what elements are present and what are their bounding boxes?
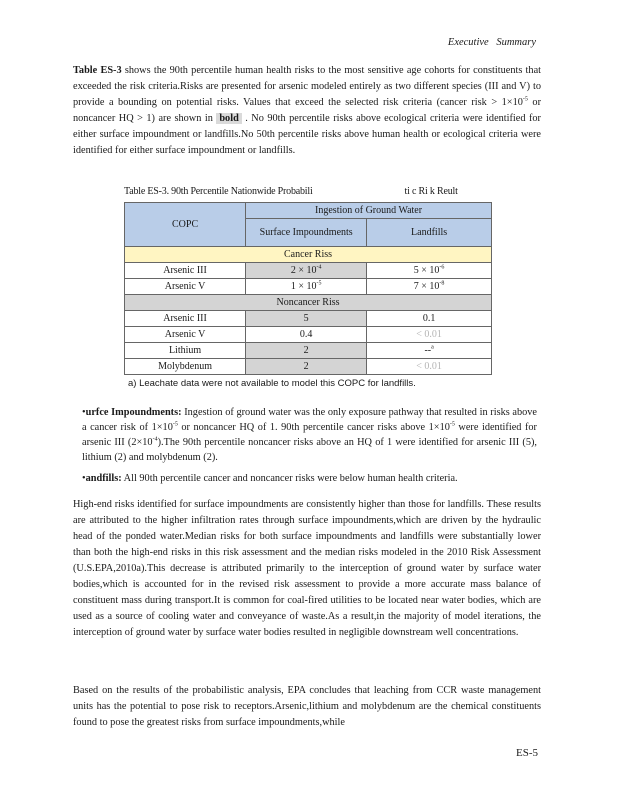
bold-keyword: bold bbox=[216, 113, 241, 124]
conclusion-paragraph: Based on the results of the probabilistic analysis, EPA concludes that leaching from CCR waste management units has the potential to pose risk to receptors.Arsenic,lithium and molybdenum are the chemical constituents found to pose the greatest risks from surface impoundments,while bbox=[73, 685, 541, 728]
table-row bbox=[125, 327, 492, 343]
surface-impoundments-header: Surface Impoundments bbox=[246, 219, 367, 247]
table-row bbox=[125, 359, 492, 375]
bullet-lead: urfce Impoundments: bbox=[85, 407, 182, 418]
results-paragraph: High-end risks identified for surface impoundments are consistently higher than those for landfills. These results are attributed to the higher infiltration rates through surface impoundments,which are driven by the hydraulic head of the ponded water.Median risks for both surface impoundments and landfills were substantially lower than both the high-end risks in this risk assessment and the median risks modeled in the 2010 Risk Assessment (U.S.EPA,2010a).This decrease is attributed primarily to the interception of ground water by surface water bodies,which is accounted for in the revised risk assessment to provide a more accurate mass balance of constituent mass during transport.It is common for coal-fired utilities to be located near water bodies, which are used as a source of cooling water and conveyance of waste.As a result,in the majority of model iterations, the interception of ground water by surface water bodies resulted in negligible downstream well concentrations. bbox=[73, 499, 541, 638]
copc-name: Lithium bbox=[125, 343, 246, 359]
bullet-icon: • bbox=[82, 407, 86, 418]
table-footnote: a) Leachate data were not available to model this COPC for landfills. bbox=[128, 378, 416, 389]
copc-name: Arsenic V bbox=[125, 327, 246, 343]
si-value: 2 bbox=[246, 343, 367, 359]
si-value: $1 \times 10^{-5}$ bbox=[246, 279, 367, 295]
page-number: ES-5 bbox=[516, 747, 538, 759]
bullet-icon: • bbox=[82, 473, 86, 484]
copc-name: Arsenic III bbox=[125, 311, 246, 327]
landfills-header: Landfills bbox=[367, 219, 492, 247]
lf-value: $7 \times 10^{-8}$ bbox=[367, 279, 492, 295]
copc-name: Arsenic III bbox=[125, 263, 246, 279]
bullet-landfills: •andfills: All 90th percentile cancer and noncancer risks were below human health criteria. bbox=[82, 473, 458, 484]
ingestion-group-header: Ingestion of Ground Water bbox=[246, 203, 492, 219]
bullet-lead: andfills: bbox=[85, 473, 122, 484]
table-caption-tail: ti c Ri k Reult bbox=[404, 186, 458, 197]
table-reference: Table ES-3 bbox=[73, 65, 122, 76]
noncancer-section-header: Noncancer Riss bbox=[125, 295, 492, 311]
cancer-section-header: Cancer Riss bbox=[125, 247, 492, 263]
table-row bbox=[125, 343, 492, 359]
intro-paragraph bbox=[73, 63, 541, 159]
si-value: 0.4 bbox=[246, 327, 367, 343]
copc-name: Molybdenum bbox=[125, 359, 246, 375]
lf-value: $5 \times 10^{-6}$ bbox=[367, 263, 492, 279]
table-row bbox=[125, 311, 492, 327]
intro-text-1: shows the 90th percentile human health risks to the most sensitive age cohorts for constituents that exceeded the risk criteria.Risks are presented for arsenic modeled entirely as two different species (III and V) to provide a bounding on potential risks. Values that exceed the selected risk criteria (cancer risk > 1×10 bbox=[73, 65, 542, 108]
si-value: $2 \times 10^{-4}$ bbox=[246, 263, 367, 279]
copc-name: Arsenic V bbox=[125, 279, 246, 295]
table-caption bbox=[124, 186, 458, 197]
table-row bbox=[125, 279, 492, 295]
risk-results-table bbox=[124, 202, 492, 375]
lf-value: 0.1 bbox=[367, 311, 492, 327]
running-header: Executive Summary bbox=[447, 37, 536, 48]
lf-value: < 0.01 bbox=[367, 359, 492, 375]
lf-value: --$^a$ bbox=[367, 343, 492, 359]
table-caption-main: Table ES-3. 90th Percentile Nationwide Probabili bbox=[124, 186, 313, 197]
intro-exponent: -5 bbox=[522, 96, 528, 103]
copc-column-header: COPC bbox=[125, 203, 246, 247]
si-value: 2 bbox=[246, 359, 367, 375]
lf-value: < 0.01 bbox=[367, 327, 492, 343]
bullet-surface-impoundments: •urfce Impoundments: Ingestion of ground water was the only exposure pathway that resulted in risks above a cancer risk of $1\times 10^{-5}$ or noncancer HQ of 1. 90th percentile cancer risks above $1\times 10^{-5}$ were identified for arsenic III $(2\times 10^{-4}).The$ 90th percentile noncancer risks above an HQ of 1 were identified for arsenic III (5), lithium (2) and molybdenum (2). bbox=[82, 407, 538, 463]
table-row bbox=[125, 263, 492, 279]
si-value: 5 bbox=[246, 311, 367, 327]
intro-text-2: or noncancer HQ > 1) are shown in bbox=[73, 97, 541, 124]
intro-text-3: . No 90th percentile risks above ecological criteria were identified for either surface impoundment or landfills.No 50th percentile risks above human health or ecological criteria were identified for either surface impoundment or landfills. bbox=[73, 113, 541, 156]
